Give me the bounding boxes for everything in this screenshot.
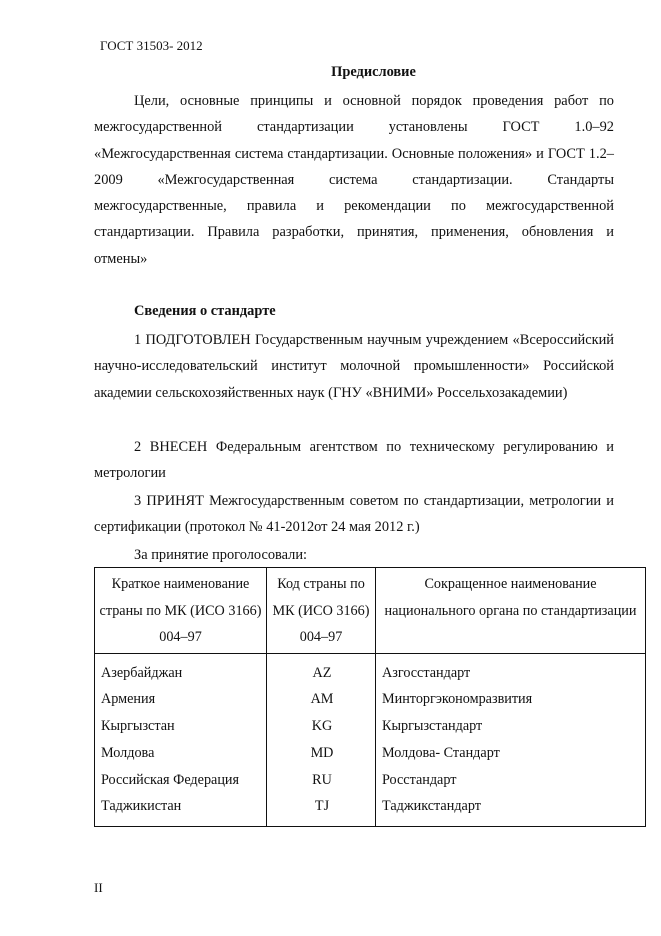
column-header-body: Сокращенное наименование национального органа по стандартизации <box>376 568 646 654</box>
code-cell: KG <box>311 718 333 735</box>
body-cell: Таджикстандарт <box>382 798 481 815</box>
table-header-row <box>95 568 646 654</box>
body-cell: Азгосстандарт <box>382 664 471 681</box>
foreword-text: Цели, основные принципы и основной порядок проведения работ по межгосударственной стандартизации установлены ГОСТ 1.0–92 «Межгосударственная система стандартизации. Основные положения» и ГОСТ 1.2–2009 «Межгосударственная система стандартизации. Стандарты межгосударственные, правила и рекомендации по межгосударственной стандартизации. Правила разработки, принятия, применения, обновления и отмены» <box>94 93 614 267</box>
section-title: Предисловие <box>331 64 416 80</box>
body-cell: Молдова- Стандарт <box>382 744 500 761</box>
info-item-prepared: 1 ПОДГОТОВЛЕН Государственным научным учреждением «Всероссийский научно-исследовательский институт молочной промышленности» Российской академии сельскохозяйственных наук (ГНУ «ВНИМИ» Россельхозакадемии) <box>94 332 614 401</box>
table-row <box>95 653 646 827</box>
code-cell: MD <box>310 744 334 761</box>
code-column <box>267 653 376 827</box>
standard-info-heading: Сведения о стандарте <box>134 303 276 319</box>
country-cell: Кыргызстан <box>101 718 175 735</box>
country-cell: Азербайджан <box>101 664 183 681</box>
country-cell: Армения <box>101 691 156 708</box>
body-cell: Росстандарт <box>382 771 457 788</box>
document-header: ГОСТ 31503- 2012 <box>100 38 203 53</box>
info-item-introduced: 2 ВНЕСЕН Федеральным агентством по техническому регулированию и метрологии <box>94 439 614 482</box>
column-header-code: Код страны по МК (ИСО 3166) 004–97 <box>267 568 376 654</box>
column-header-country: Краткое наименование страны по МК (ИСО 3166) 004–97 <box>95 568 267 654</box>
country-cell: Российская Федерация <box>101 771 240 788</box>
code-cell: RU <box>312 771 332 788</box>
foreword-paragraph <box>94 88 614 272</box>
page-number: II <box>94 880 103 895</box>
code-cell: TJ <box>314 798 330 815</box>
info-item-adopted: 3 ПРИНЯТ Межгосударственным советом по стандартизации, метрологии и сертификации (протокол № 41-2012от 24 мая 2012 г.) <box>94 493 614 536</box>
country-cell: Молдова <box>101 744 155 761</box>
code-cell: AM <box>310 691 334 708</box>
voting-table <box>94 567 646 827</box>
voted-label: За принятие проголосовали: <box>134 547 308 563</box>
code-cell: AZ <box>312 664 332 681</box>
body-cell: Минторгэкономразвития <box>382 691 533 708</box>
country-column <box>95 653 267 827</box>
body-column <box>376 653 646 827</box>
body-cell: Кыргызстандарт <box>382 718 483 735</box>
country-cell: Таджикистан <box>101 798 182 815</box>
